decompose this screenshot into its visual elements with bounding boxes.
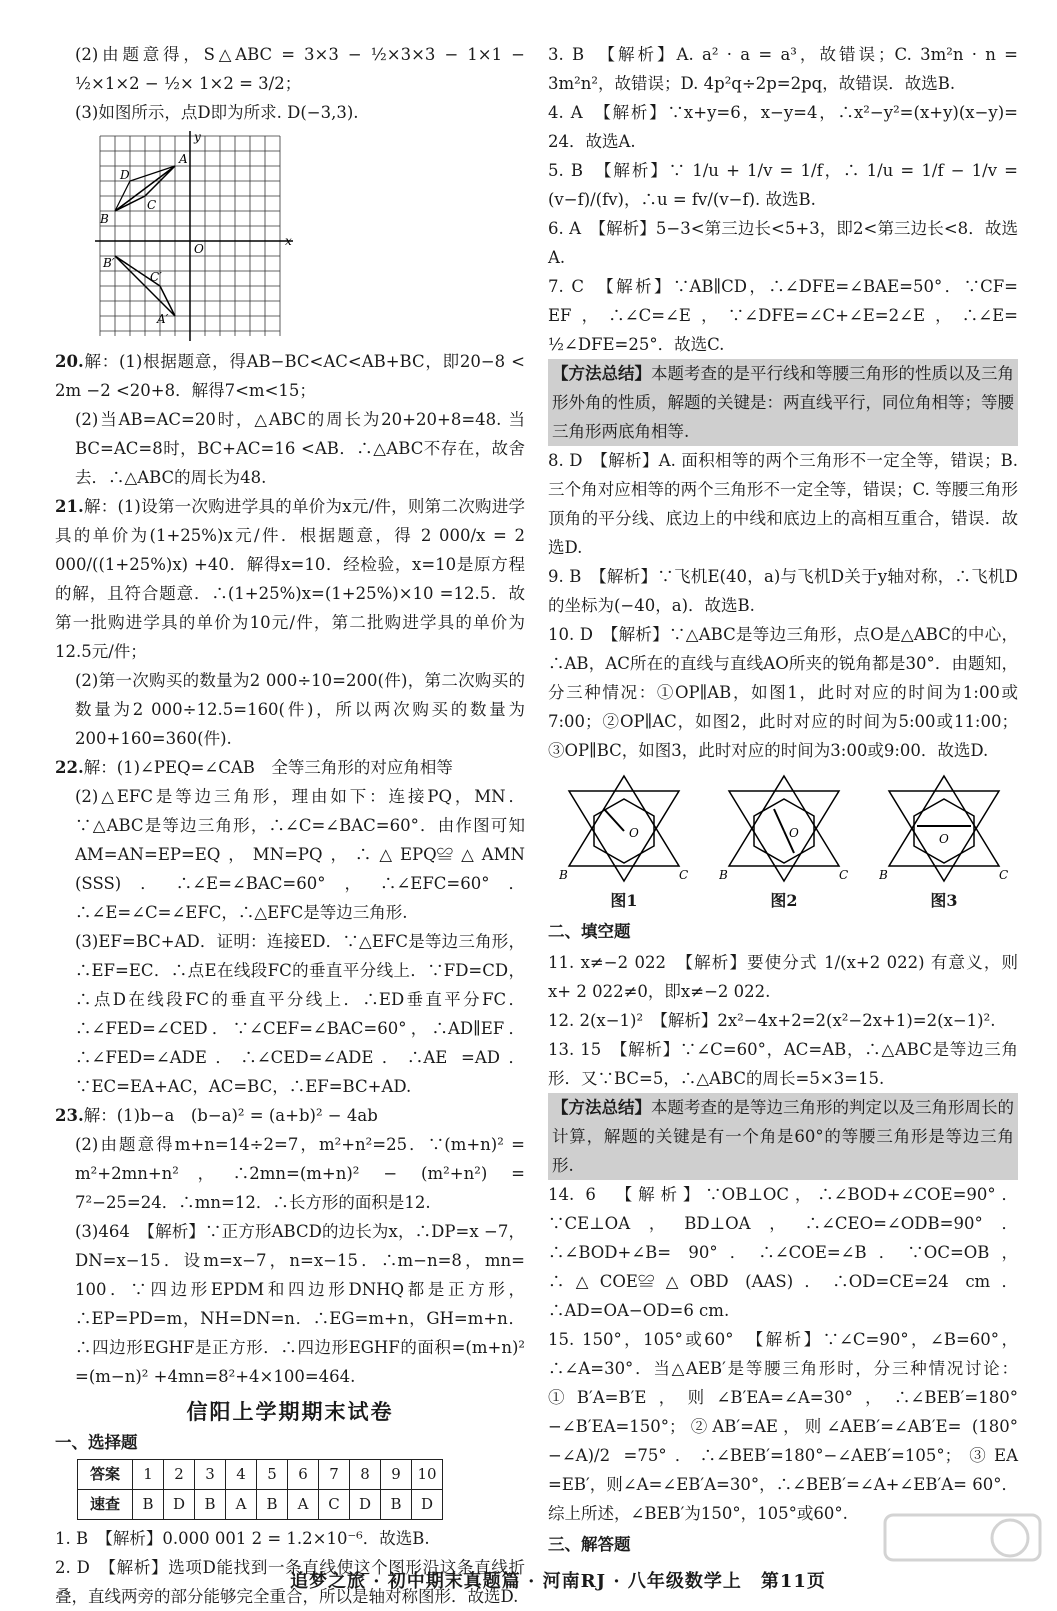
svg-text:B: B — [559, 868, 568, 882]
table-cell: D — [164, 1490, 195, 1520]
table-cell: 1 — [133, 1460, 164, 1490]
q21-text1: 解：(1)设第一次购进学具的单价为x元/件，则第二次购进学具的单价为(1+25%)x元/件．根据题意，得 2 000/x = 2 000/((1+25%)x) +40．解得x=10．经检验，x=10是原方程的解，且符合题意．∴(1+25%)x=(1+25%)×10 =12.5．故第一批购进学具的单价为10元/件，第二批购进学具的单价为12.5元/件； — [55, 497, 525, 661]
coordinate-grid-figure — [95, 131, 305, 341]
method-summary-text: 本题考查的是平行线和等腰三角形的性质以及三角形外角的性质，解题的关键是：两直线平行，同位角相等；等腰三角形两底角相等. — [552, 364, 1014, 441]
mc-answer-3: 3. B 【解析】A. a² · a = a³，故错误；C. 3m²n · n = 3m²n²，故错误；D. 4p²q÷2p=2pq，故错误．故选B. — [548, 45, 1018, 93]
table-cell: B — [381, 1490, 412, 1520]
figure-3 — [874, 771, 1014, 915]
svg-text:y: y — [194, 131, 201, 144]
figure-1 — [554, 771, 694, 915]
svg-text:O: O — [939, 832, 949, 846]
mc-answer-9: 9. B 【解析】∵飞机E(40，a)与飞机D关于y轴对称，∴飞机D的坐标为(−40，a)．故选B. — [548, 567, 1018, 615]
left-column — [55, 40, 525, 1611]
method-summary-2 — [548, 1093, 1018, 1180]
answer-table-label-quick: 速查 — [78, 1490, 133, 1520]
page-footer: 追梦之旅 · 初中期末真题篇 · 河南RJ · 八年级数学上 第11页 — [290, 1571, 826, 1592]
figure-3-caption: 图3 — [930, 891, 958, 910]
section-solutions: 三、解答题 — [548, 1535, 631, 1554]
mc-answer-2: 2. D 【解析】选项D能找到一条直线使这个图形沿这条直线折叠，直线两旁的部分能够完全重合，所以是轴对称图形．故选D. — [55, 1558, 525, 1606]
mc-answer-1: 1. B 【解析】0.000 001 2 = 1.2×10⁻⁶．故选B. — [55, 1529, 430, 1548]
svg-text:B′: B′ — [103, 256, 115, 270]
table-cell: 9 — [381, 1460, 412, 1490]
svg-text:D: D — [120, 168, 130, 182]
fill-answer-11: 11. x≠−2 022 【解析】要使分式 1/(x+2 022) 有意义，则x+ 2 022≠0，即x≠−2 022. — [548, 953, 1018, 1001]
q20-part2: (2)当AB=AC=20时，△ABC的周长为20+20+8=48. 当BC=AC=8时，BC+AC=16 <AB．∴△ABC不存在，故舍去．∴△ABC的周长为48. — [75, 410, 525, 487]
table-cell: A — [288, 1490, 319, 1520]
table-cell: 5 — [257, 1460, 288, 1490]
q20-text1: 解：(1)根据题意，得AB−BC<AC<AB+BC，即20−8 < 2m −2 <20+8．解得7<m<15； — [55, 352, 525, 400]
q21-number: 21. — [55, 497, 84, 516]
mc-answer-4: 4. A 【解析】∵x+y=6，x−y=4，∴x²−y²=(x+y)(x−y)= 24．故选A. — [548, 103, 1018, 151]
svg-text:O: O — [194, 242, 204, 256]
answer-table — [77, 1459, 443, 1520]
fill-answer-13: 13. 15 【解析】∵∠C=60°，AC=AB，∴△ABC是等边三角形．又∵BC=5，∴△ABC的周长=5×3=15. — [548, 1040, 1018, 1088]
q22-text1: 解：(1)∠PEQ=∠CAB 全等三角形的对应角相等 — [83, 758, 453, 777]
section-multiple-choice: 一、选择题 — [55, 1433, 138, 1452]
q23-part3: (3)464 【解析】∵正方形ABCD的边长为x，∴DP=x −7，DN=x−15．设m=x−7，n=x−15．∴m−n=8，mn= 100．∵四边形EPDM和四边形DNHQ都是正方形，∴EP=PD=m，NH=DN=n．∴EG=m+n，GH=m+n．∴四边形EGHF是正方形．∴四边形EGHF的面积=(m+n)² =(m−n)² +4mn=8²+4×100=464. — [75, 1222, 525, 1386]
svg-text:O: O — [789, 826, 799, 840]
q19-part3: (3)如图所示，点D即为所求. D(−3,3). — [75, 103, 359, 122]
fill-answer-14: 14. 6 【解析】∵OB⊥OC，∴∠BOD+∠COE=90°．∵CE⊥OA，BD⊥OA，∴∠CEO=∠ODB=90°．∴∠BOD+∠B= 90°．∴∠COE=∠B．∵OC=OB，∴△COE≌△OBD (AAS)．∴OD=CE=24 cm．∴AD=OA−OD=6 cm. — [548, 1185, 1018, 1320]
q23-part2: (2)由题意得m+n=14÷2=7，m²+n²=25．∵(m+n)² = m²+2mn+n²，∴2mn=(m+n)² − (m²+n²) = 7²−25=24．∴mn=12．∴长方形的面积是12. — [75, 1135, 525, 1212]
star-diagram-1 — [559, 771, 689, 886]
figure-2 — [714, 771, 854, 915]
coordinate-grid — [95, 131, 305, 341]
table-cell: B — [195, 1490, 226, 1520]
figure-2-caption: 图2 — [770, 891, 798, 910]
q23-number: 23. — [55, 1106, 84, 1125]
table-cell: D — [350, 1490, 381, 1520]
right-column — [548, 40, 1018, 1561]
mc-answer-10: 10. D 【解析】∵△ABC是等边三角形，点O是△ABC的中心，∴AB，AC所在的直线与直线AO所夹的锐角都是30°．由题知，分三种情况：①OP∥AB，如图1，此时对应的时间为1:00或7:00；②OP∥AC，如图2，此时对应的时间为5:00或11:00；③OP∥BC，如图3，此时对应的时间为3:00或9:00．故选D. — [548, 625, 1018, 760]
table-cell: D — [412, 1490, 443, 1520]
fill-answer-12: 12. 2(x−1)² 【解析】2x²−4x+2=2(x²−2x+1)=2(x−1)². — [548, 1011, 996, 1030]
answer-table-answer-row — [78, 1490, 443, 1520]
table-cell: B — [257, 1490, 288, 1520]
q22-number: 22. — [55, 758, 84, 777]
svg-text:A: A — [179, 152, 188, 166]
table-cell: 6 — [288, 1460, 319, 1490]
q21-part1 — [55, 492, 525, 666]
q22-part1 — [55, 753, 525, 782]
exam-title: 信阳上学期期末试卷 — [186, 1399, 394, 1424]
table-cell: B — [133, 1490, 164, 1520]
q21-part2: (2)第一次购买的数量为2 000÷10=200(件)，第二次购买的数量为2 000÷12.5=160(件)，所以两次购买的数量为200+160=360(件). — [75, 671, 525, 748]
mc-answer-6: 6. A 【解析】5−3<第三边长<5+3，即2<第三边长<8．故选A. — [548, 219, 1018, 267]
table-cell: 4 — [226, 1460, 257, 1490]
table-cell: C — [319, 1490, 350, 1520]
svg-text:x: x — [285, 234, 292, 248]
svg-text:B: B — [719, 868, 728, 882]
star-diagram-3 — [879, 771, 1009, 886]
svg-text:C′: C′ — [150, 270, 162, 284]
watermark-logo — [880, 1510, 1045, 1590]
section-fill-in: 二、填空题 — [548, 922, 631, 941]
mc-answer-5: 5. B 【解析】∵ 1/u + 1/v = 1/f，∴ 1/u = 1/f − 1/v = (v−f)/(fv)，∴u = fv/(v−f). 故选B. — [548, 161, 1018, 209]
figure-1-caption: 图1 — [610, 891, 638, 910]
q19-part2: (2)由题意得，S△ABC = 3×3 − ½×3×3 − 1×1 − ½×1×2 − ½× 1×2 = 3/2； — [75, 45, 525, 93]
svg-text:C: C — [147, 198, 157, 212]
mc-answer-7: 7. C 【解析】∵AB∥CD，∴∠DFE=∠BAE=50°．∵CF= EF，∴∠C=∠E，∵∠DFE=∠C+∠E=2∠E，∴∠E= ½∠DFE=25°．故选C. — [548, 277, 1018, 354]
svg-text:O: O — [629, 826, 639, 840]
table-cell: 2 — [164, 1460, 195, 1490]
mc-answer-8: 8. D 【解析】A. 面积相等的两个三角形不一定全等，错误；B. 三个角对应相等的两个三角形不一定全等，错误；C. 等腰三角形顶角的平分线、底边上的中线和底边上的高相互重合，错误．故选D. — [548, 451, 1018, 557]
table-cell: 7 — [319, 1460, 350, 1490]
answer-table-label-answer: 答案 — [78, 1460, 133, 1490]
q20-part1 — [55, 347, 525, 405]
table-cell: A — [226, 1490, 257, 1520]
method-summary-1 — [548, 359, 1018, 446]
clock-figures — [554, 771, 1014, 915]
q23-part1 — [55, 1101, 525, 1130]
table-cell: 8 — [350, 1460, 381, 1490]
svg-text:C: C — [999, 868, 1009, 882]
svg-text:C: C — [679, 868, 689, 882]
method-summary-text: 本题考查的是等边三角形的判定以及三角形周长的计算，解题的关键是有一个角是60°的等腰三角形是等边三角形. — [552, 1098, 1014, 1175]
svg-text:C: C — [839, 868, 849, 882]
q20-number: 20. — [55, 352, 84, 371]
star-diagram-2 — [719, 771, 849, 886]
q22-part3: (3)EF=BC+AD．证明：连接ED．∵△EFC是等边三角形，∴EF=EC．∴点E在线段FC的垂直平分线上．∵FD=CD，∴点D在线段FC的垂直平分线上．∴ED垂直平分FC．∴∠FED=∠CED．∵∠CEF=∠BAC=60°，∴AD∥EF．∴∠FED=∠ADE．∴∠CED=∠ADE．∴AE =AD．∵EC=EA+AC，AC=BC，∴EF=BC+AD. — [75, 932, 525, 1096]
watermark-logo-graphic — [880, 1510, 1045, 1590]
svg-text:B: B — [879, 868, 888, 882]
table-cell: 3 — [195, 1460, 226, 1490]
fill-answer-15: 15. 150°，105°或60° 【解析】∵∠C=90°，∠B=60°，∴∠A=30°．当△AEB′是等腰三角形时，分三种情况讨论：①B′A=B′E，则∠B′EA=∠A=30°，∴∠BEB′=180° −∠B′EA=150°；②AB′=AE，则∠AEB′=∠AB′E= (180°−∠A)/2 =75°．∴∠BEB′=180°−∠AEB′=105°；③EA =EB′，则∠A=∠EB′A=30°，∴∠BEB′=∠A+∠EB′A= 60°．综上所述，∠BEB′为150°，105°或60°. — [548, 1330, 1018, 1523]
method-summary-tag: 【方法总结】 — [552, 1098, 651, 1117]
answer-table-header-row — [78, 1460, 443, 1490]
svg-text:B: B — [100, 212, 109, 226]
method-summary-tag: 【方法总结】 — [552, 364, 651, 383]
table-cell: 10 — [412, 1460, 443, 1490]
svg-text:A′: A′ — [157, 312, 169, 326]
q23-text1: 解：(1)b−a (b−a)² = (a+b)² − 4ab — [83, 1106, 378, 1125]
q22-part2: (2)△EFC是等边三角形，理由如下：连接PQ，MN．∵△ABC是等边三角形，∴∠C=∠BAC=60°．由作图可知AM=AN=EP=EQ，MN=PQ，∴△EPQ≌△AMN (SSS)．∴∠E=∠BAC=60°，∴∠EFC=60°．∴∠E=∠C=∠EFC，∴△EFC是等边三角形. — [75, 787, 525, 922]
